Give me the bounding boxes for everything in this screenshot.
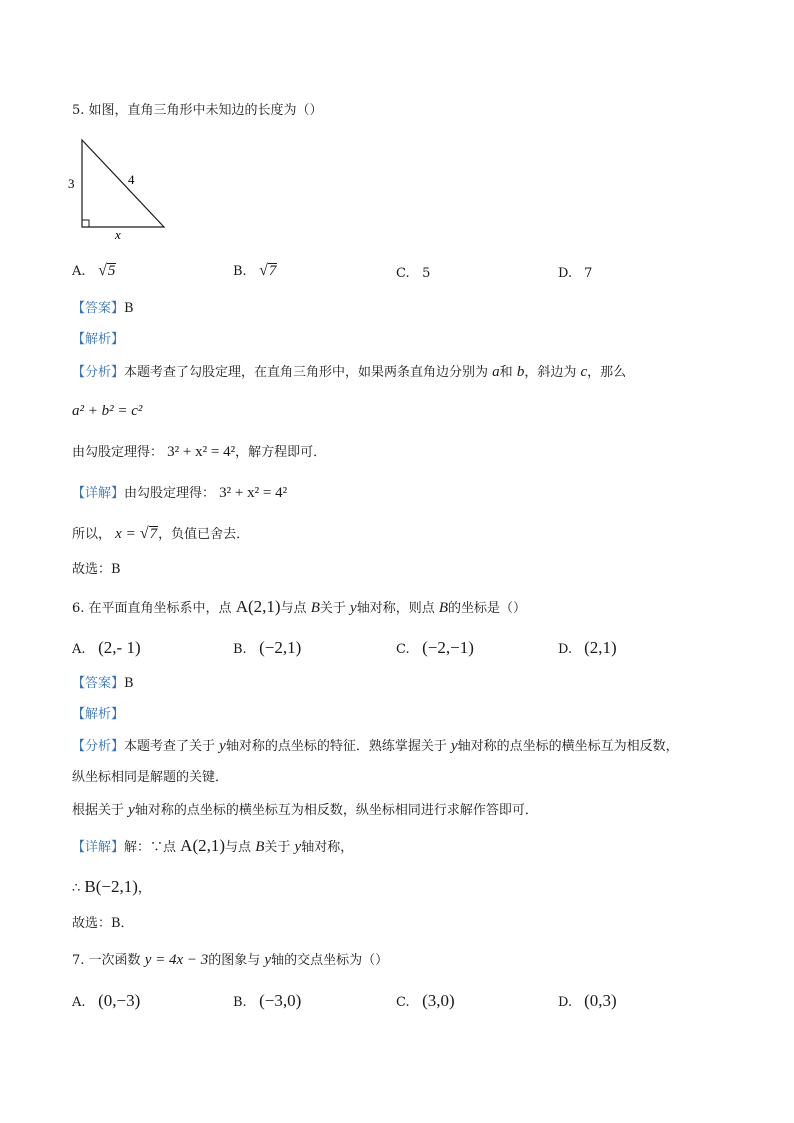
q5-stem: 5. 如图，直角三角形中未知边的长度为（） bbox=[72, 103, 323, 118]
q7-option-a[interactable] bbox=[72, 991, 140, 1013]
option-value: (−2,−1) bbox=[422, 638, 474, 657]
option-letter: C. bbox=[396, 995, 410, 1010]
equation: 3² + x² = 4² bbox=[167, 444, 236, 460]
q5-option-d[interactable] bbox=[558, 264, 592, 284]
option-value: 5 bbox=[422, 266, 431, 281]
q6-analysis-tag: 【解析】 bbox=[72, 707, 125, 722]
option-letter: B. bbox=[233, 264, 247, 279]
option-value: (−3,0) bbox=[259, 991, 302, 1010]
q7-option-c[interactable] bbox=[396, 991, 455, 1013]
sqrt-expression: √ 5 bbox=[98, 262, 116, 279]
q6-detail: 【详解】解：∵点 A(2,1)与点 B关于 y轴对称， bbox=[72, 836, 354, 855]
option-letter: C. bbox=[396, 642, 410, 657]
q6-stem: 6. 在平面直角坐标系中，点 A(2,1)与点 B关于 y轴对称，则点 B的坐标是（） bbox=[72, 597, 527, 616]
option-letter: D. bbox=[558, 642, 573, 657]
option-value: 7 bbox=[584, 266, 593, 281]
q5-choose: 故选：B bbox=[72, 562, 121, 577]
detail-tag: 【详解】 bbox=[72, 486, 125, 501]
option-letter: B. bbox=[233, 642, 247, 657]
q5-derive: 由勾股定理得： 3² + x² = 4²，解方程即可． bbox=[72, 444, 327, 460]
q7-stem: 7. 一次函数 y = 4x − 3的图象与 y轴的交点坐标为（） bbox=[72, 952, 389, 968]
answer-tag: 【答案】 bbox=[72, 301, 125, 316]
q5-detail: 【详解】由勾股定理得： 3² + x² = 4² bbox=[72, 485, 288, 501]
fenxi-tag: 【分析】 bbox=[72, 739, 125, 754]
q5-so: 所以， x = √ 7 ，负值已舍去． bbox=[72, 525, 250, 542]
right-triangle-figure bbox=[64, 132, 174, 244]
answer-tag: 【答案】 bbox=[72, 676, 125, 691]
option-value: (0,3) bbox=[584, 991, 617, 1010]
option-letter: A. bbox=[72, 642, 86, 657]
option-value: (2,- 1) bbox=[98, 638, 141, 657]
q6-fenxi-line3: 根据关于 y轴对称的点坐标的横坐标互为相反数，纵坐标相同进行求解作答即可． bbox=[72, 802, 538, 818]
detail-tag: 【详解】 bbox=[72, 840, 125, 855]
point-b: B(−2,1) bbox=[84, 877, 138, 896]
q6-option-d[interactable] bbox=[558, 638, 617, 660]
q5-formula: a² + b² = c² bbox=[72, 403, 143, 419]
option-value: (3,0) bbox=[422, 991, 455, 1010]
q5-answer bbox=[72, 299, 134, 319]
q7-option-b[interactable] bbox=[233, 991, 301, 1013]
option-letter: B. bbox=[233, 995, 247, 1010]
q5-option-b[interactable] bbox=[233, 262, 277, 282]
option-letter: A. bbox=[72, 995, 86, 1010]
option-letter: D. bbox=[558, 266, 573, 281]
triangle-side-left-label: 3 bbox=[68, 176, 75, 191]
q6-therefore: ∴ B(−2,1)， bbox=[72, 877, 151, 896]
q6-option-a[interactable] bbox=[72, 638, 141, 660]
option-letter: D. bbox=[558, 995, 573, 1010]
q6-answer bbox=[72, 674, 134, 694]
q5-fenxi: 【分析】本题考查了勾股定理，在直角三角形中，如果两条直角边分别为 a和 b，斜边为 c，那么 bbox=[72, 364, 627, 380]
fenxi-tag: 【分析】 bbox=[72, 365, 125, 380]
equation: 3² + x² = 4² bbox=[219, 485, 288, 501]
triangle-bottom-label: x bbox=[115, 227, 121, 242]
option-value: (2,1) bbox=[584, 638, 617, 657]
function-equation: y = 4x − 3 bbox=[144, 952, 209, 968]
sqrt-expression: √ 7 bbox=[139, 525, 158, 542]
option-value: (−2,1) bbox=[259, 638, 302, 657]
q6-option-c[interactable] bbox=[396, 638, 474, 660]
q6-choose: 故选：B． bbox=[72, 916, 134, 931]
q6-fenxi-line1: 【分析】本题考查了关于 y轴对称的点坐标的特征．熟练掌握关于 y轴对称的点坐标的横坐标互为相反数， bbox=[72, 738, 679, 754]
q5-option-c[interactable] bbox=[396, 264, 430, 284]
answer-value: B bbox=[124, 676, 134, 691]
q5-analysis-tag: 【解析】 bbox=[72, 332, 125, 347]
answer-value: B bbox=[124, 301, 134, 316]
option-letter: A. bbox=[72, 264, 86, 279]
option-letter: C. bbox=[396, 266, 410, 281]
point-a: A(2,1) bbox=[235, 597, 281, 616]
triangle-hypotenuse-label: 4 bbox=[128, 172, 135, 187]
q6-fenxi-line2: 纵坐标相同是解题的关键． bbox=[72, 770, 229, 785]
q5-option-a[interactable] bbox=[72, 262, 116, 282]
sqrt-expression: √ 7 bbox=[259, 262, 277, 279]
option-value: (0,−3) bbox=[98, 991, 141, 1010]
q6-option-b[interactable] bbox=[233, 638, 301, 660]
point-a: A(2,1) bbox=[180, 836, 226, 855]
q7-option-d[interactable] bbox=[558, 991, 617, 1013]
